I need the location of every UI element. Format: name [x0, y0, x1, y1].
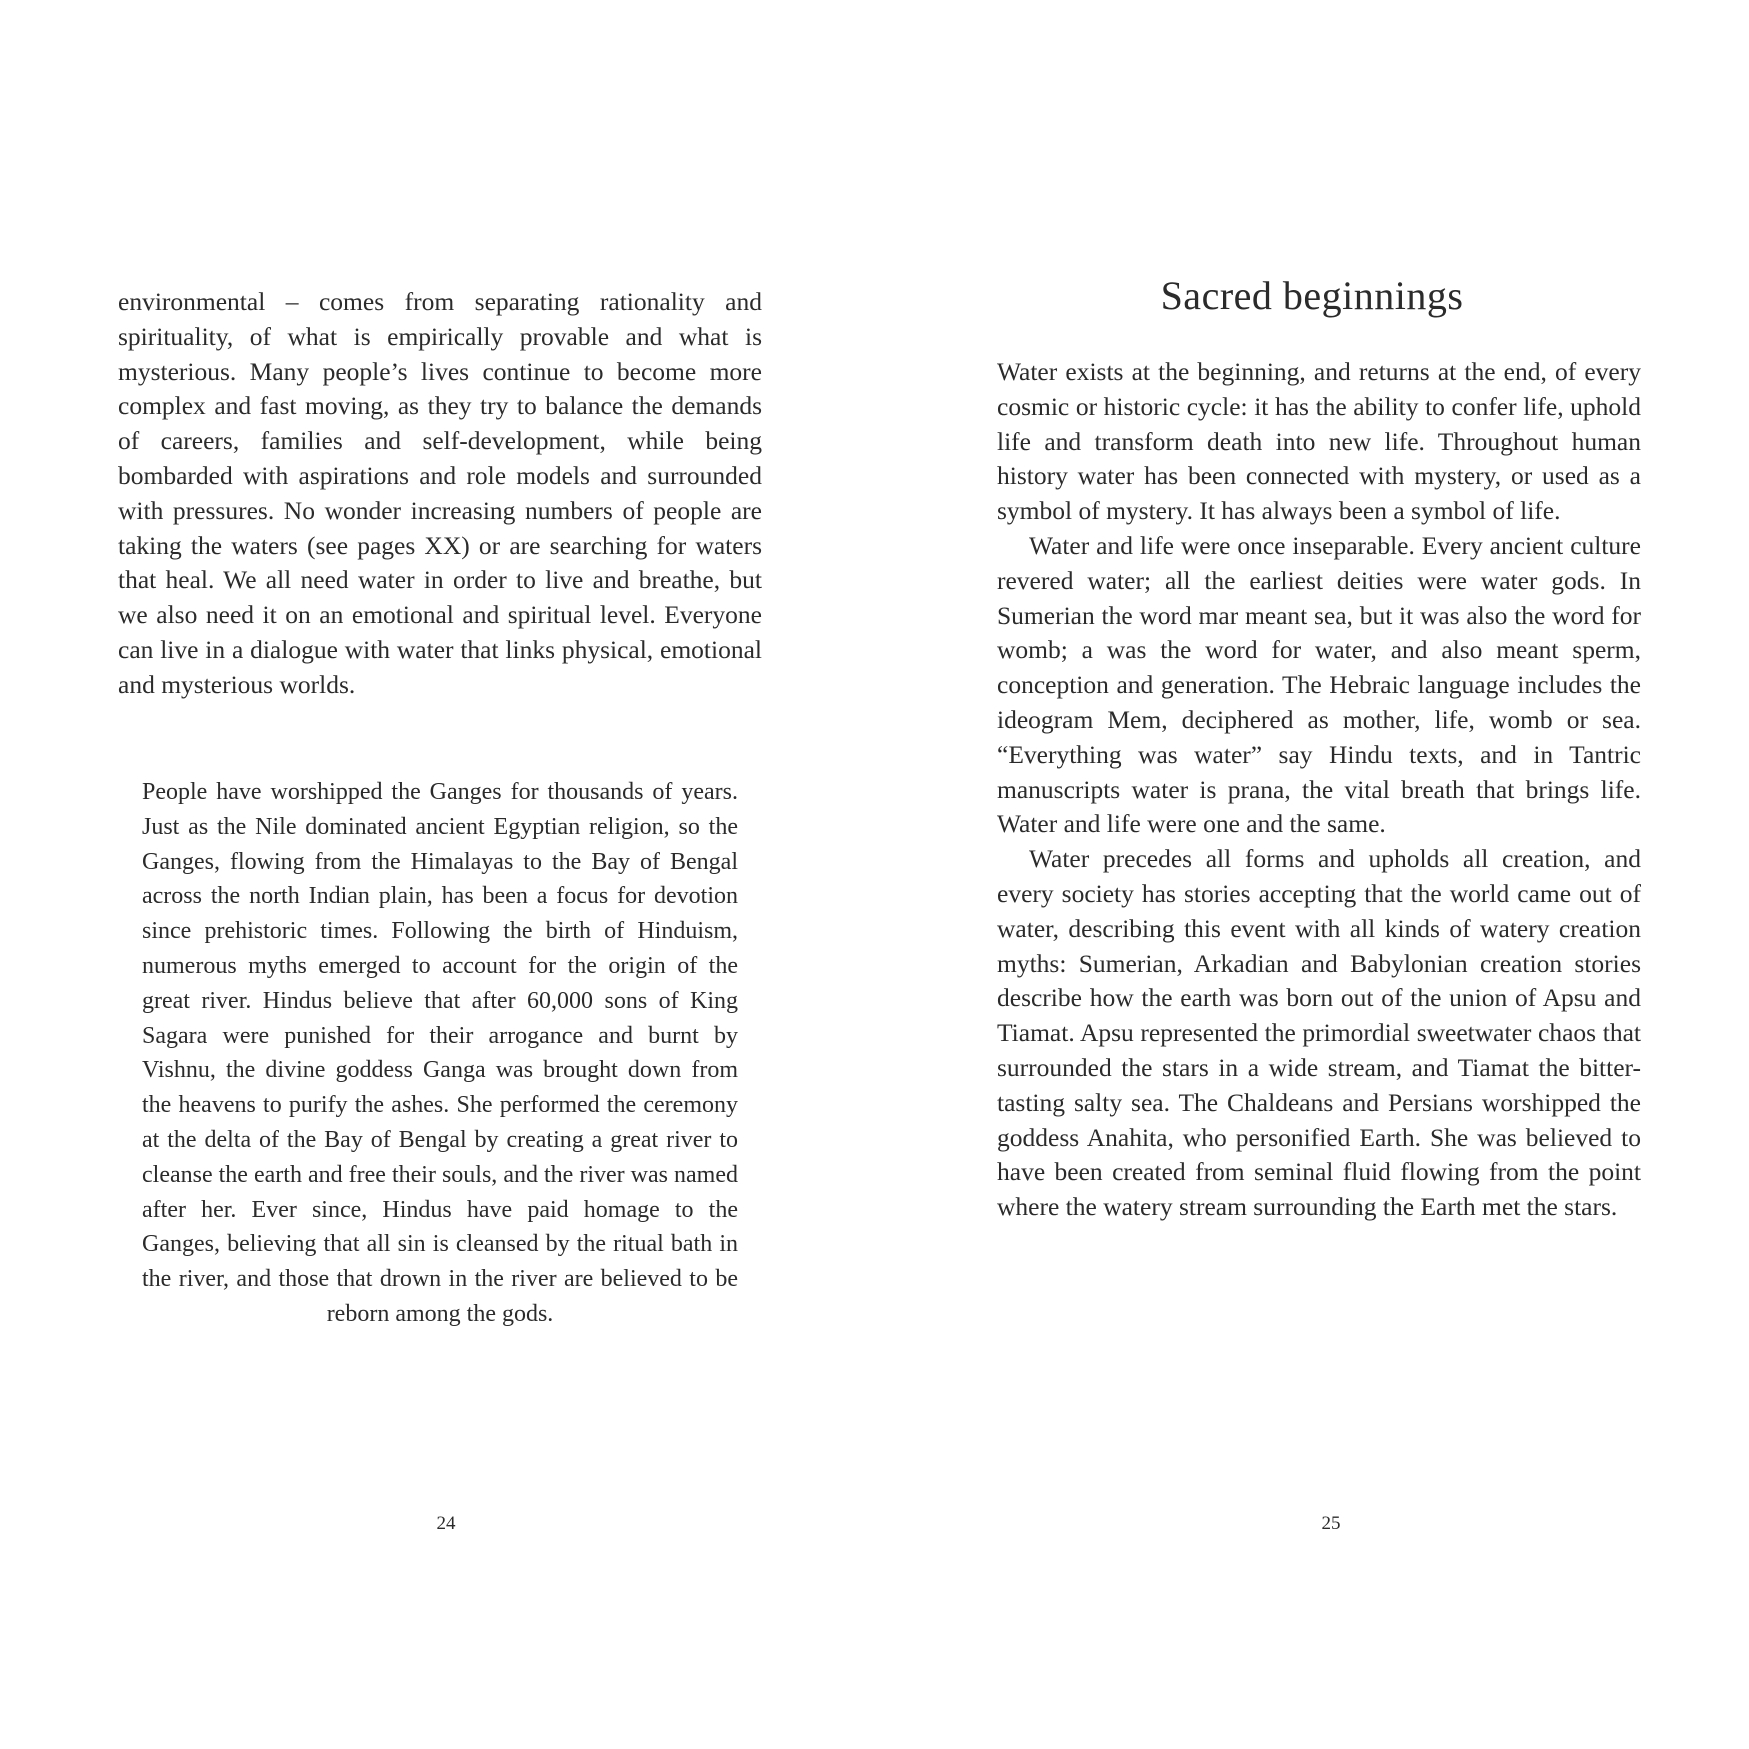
- body-paragraph-3: Water precedes all forms and upholds all creation, and every society has stories accepting that the world came out of water, describing this event with all kinds of watery creation myths: Sumerian, Arkadian and Babylonian creation stories describe how the earth was born out of the union of Apsu and Tiamat. Apsu represented the primordial sweetwater chaos that surrounded the stars in a wide stream, and Tiamat the bitter-tasting salty sea. The Chaldeans and Persians worshipped the goddess Anahita, who personified Earth. She was believed to have been created from seminal fluid flowing from the point where the watery stream surrounding the Earth met the stars.: [997, 844, 1641, 1222]
- right-page: [875, 0, 1749, 1749]
- page-number-right: 25: [1321, 1513, 1341, 1534]
- body-paragraph-2: Water and life were once inseparable. Every ancient culture revered water; all the earliest deities were water gods. In Sumerian the word mar meant sea, but it was also the word for womb; a was the word for water, and also meant sperm, conception and generation. The Hebraic language includes the ideogram Mem, deciphered as mother, life, womb or sea. “Everything was water” say Hindu texts, and in Tantric manuscripts water is prana, the vital breath that brings life. Water and life were one and the same.: [997, 530, 1641, 839]
- left-body-paragraph: environmental – comes from separating rationality and spirituality, of what is empirically provable and what is mysterious. Many people’s lives continue to become more complex and fast moving, as they try to balance the demands of careers, families and self-development, while being bombarded with aspirations and role models and surrounded with pressures. No wonder increasing numbers of people are taking the waters (see pages XX) or are searching for waters that heal. We all need water in order to live and breathe, but we also need it on an emotional and spiritual level. Everyone can live in a dialogue with water that links physical, emotional and mysterious worlds.: [118, 287, 762, 699]
- page-number-left: 24: [436, 1513, 456, 1534]
- ganges-sidebar-text: People have worshipped the Ganges for thousands of years. Just as the Nile dominated ancient Egyptian religion, so the Ganges, flowing from the Himalayas to the Bay of Bengal across the north Indian plain, has been a focus for devotion since prehistoric times. Following the birth of Hinduism, numerous myths emerged to account for the origin of the great river. Hindus believe that after 60,000 sons of King Sagara were punished for their arrogance and burnt by Vishnu, the divine goddess Ganga was brought down from the heavens to purify the ashes. She performed the ceremony at the delta of the Bay of Bengal by creating a great river to cleanse the earth and free their souls, and the river was named after her. Ever since, Hindus have paid homage to the Ganges, believing that all sin is cleansed by the ritual bath in the river, and those that drown in the river are believed to be reborn among the gods.: [142, 779, 738, 1327]
- section-heading: Sacred beginnings: [1160, 273, 1464, 318]
- body-paragraph-1: Water exists at the beginning, and returns at the end, of every cosmic or historic cycle: it has the ability to confer life, uphold life and transform death into new life. Throughout human history water has been connected with mystery, or used as a symbol of mystery. It has always been a symbol of life.: [997, 357, 1641, 526]
- left-page: [0, 0, 874, 1749]
- right-body-text: [997, 355, 1641, 1225]
